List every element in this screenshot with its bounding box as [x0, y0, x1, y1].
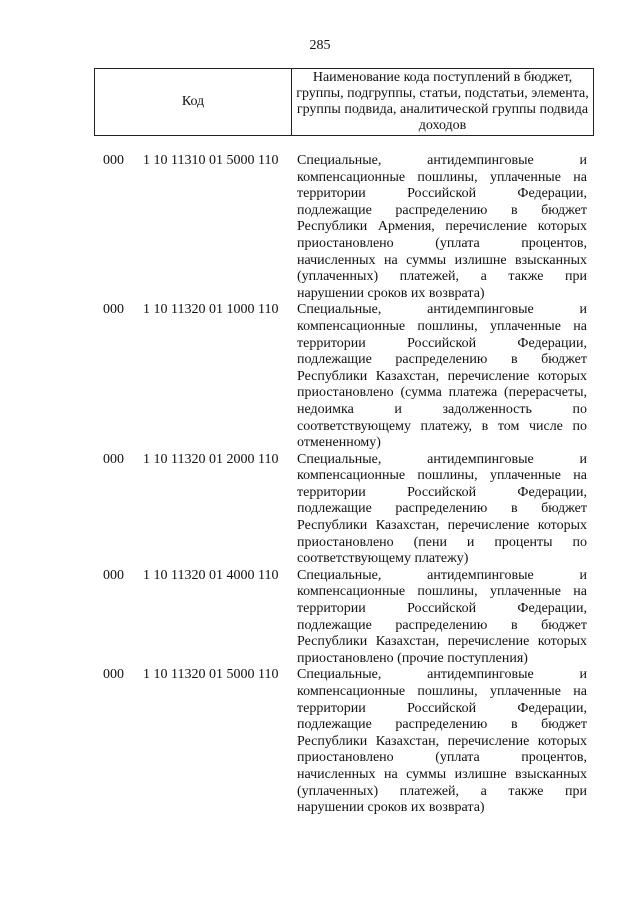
description-line: Республики Казахстан, перечисление которых	[297, 518, 587, 534]
description-line: начисленных на суммы излишне взысканных	[297, 766, 587, 782]
revenue-description	[297, 568, 587, 668]
revenue-description	[297, 452, 587, 568]
description-line: Специальные, антидемпинговые и	[297, 451, 587, 467]
description-line: приостановлено (уплата процентов,	[297, 235, 587, 251]
description-line: подлежащие распределению в бюджет	[297, 717, 587, 733]
table-body	[0, 153, 640, 817]
description-line: компенсационные пошлины, уплаченные на	[297, 169, 587, 185]
description-line: компенсационные пошлины, уплаченные на	[297, 684, 587, 699]
description-line: приостановлено (прочие поступления)	[297, 650, 528, 666]
description-line: отмененному)	[297, 435, 381, 451]
description-line: Специальные, антидемпинговые и	[297, 153, 587, 168]
revenue-description	[297, 302, 587, 451]
admin-code: 000	[103, 667, 124, 683]
description-line: Республики Казахстан, перечисление которых	[297, 634, 587, 650]
revenue-description	[297, 667, 587, 816]
revenue-code: 1 10 11320 01 5000 110	[143, 667, 279, 683]
revenue-code: 1 10 11320 01 1000 110	[143, 302, 279, 318]
description-line: приостановлено (сумма платежа (перерасчеты,	[297, 385, 587, 401]
description-line: компенсационные пошлины, уплаченные на	[297, 584, 587, 600]
description-line: Специальные, антидемпинговые и	[297, 302, 587, 318]
description-line: соответствующему платежу, в том числе по	[297, 418, 587, 434]
description-line: территории Российской Федерации,	[297, 484, 587, 500]
description-line: территории Российской Федерации,	[297, 186, 587, 202]
description-line: подлежащие распределению в бюджет	[297, 617, 587, 633]
revenue-code: 1 10 11310 01 5000 110	[143, 153, 279, 168]
admin-code: 000	[103, 302, 124, 318]
revenue-code: 1 10 11320 01 2000 110	[143, 451, 279, 467]
description-line: Республики Казахстан, перечисление которых	[297, 733, 587, 749]
admin-code: 000	[103, 451, 124, 467]
description-line: Специальные, антидемпинговые и	[297, 667, 587, 683]
admin-code: 000	[103, 153, 124, 168]
description-line: нарушении сроков их возврата)	[297, 800, 485, 816]
header-code-label: Код	[95, 69, 292, 136]
table-row	[0, 153, 640, 302]
description-line: подлежащие распределению в бюджет	[297, 202, 587, 218]
revenue-description	[297, 153, 587, 302]
description-line: приостановлено (уплата процентов,	[297, 750, 587, 766]
description-line: (уплаченных) платежей, а также при	[297, 269, 587, 285]
description-line: начисленных на суммы излишне взысканных	[297, 252, 587, 268]
table-row	[0, 568, 640, 668]
revenue-code: 1 10 11320 01 4000 110	[143, 567, 279, 583]
description-line: Республики Казахстан, перечисление которых	[297, 368, 587, 384]
description-line: компенсационные пошлины, уплаченные на	[297, 318, 587, 334]
admin-code: 000	[103, 567, 124, 583]
description-line: Республики Армения, перечисление которых	[297, 219, 587, 235]
table-header	[94, 68, 594, 136]
page-number: 285	[309, 38, 331, 53]
table-row	[0, 302, 640, 451]
description-line: приостановлено (пени и проценты по	[297, 534, 587, 550]
description-line: компенсационные пошлины, уплаченные на	[297, 468, 587, 484]
description-line: (уплаченных) платежей, а также при	[297, 783, 587, 799]
table-row	[0, 667, 640, 816]
description-line: подлежащие распределению в бюджет	[297, 352, 587, 368]
description-line: нарушении сроков их возврата)	[297, 285, 485, 301]
description-line: территории Российской Федерации,	[297, 700, 587, 716]
description-line: недоимка и задолженность по	[297, 401, 587, 417]
description-line: соответствующему платежу)	[297, 551, 469, 567]
table-row	[0, 452, 640, 568]
header-name-label: Наименование кода поступлений в бюджет, группы, подгруппы, статьи, подстатьи, элемента, группы подвида, аналитической группы подвида доходов	[292, 69, 594, 136]
description-line: территории Российской Федерации,	[297, 335, 587, 351]
description-line: подлежащие распределению в бюджет	[297, 501, 587, 517]
description-line: Специальные, антидемпинговые и	[297, 567, 587, 583]
description-line: территории Российской Федерации,	[297, 601, 587, 617]
